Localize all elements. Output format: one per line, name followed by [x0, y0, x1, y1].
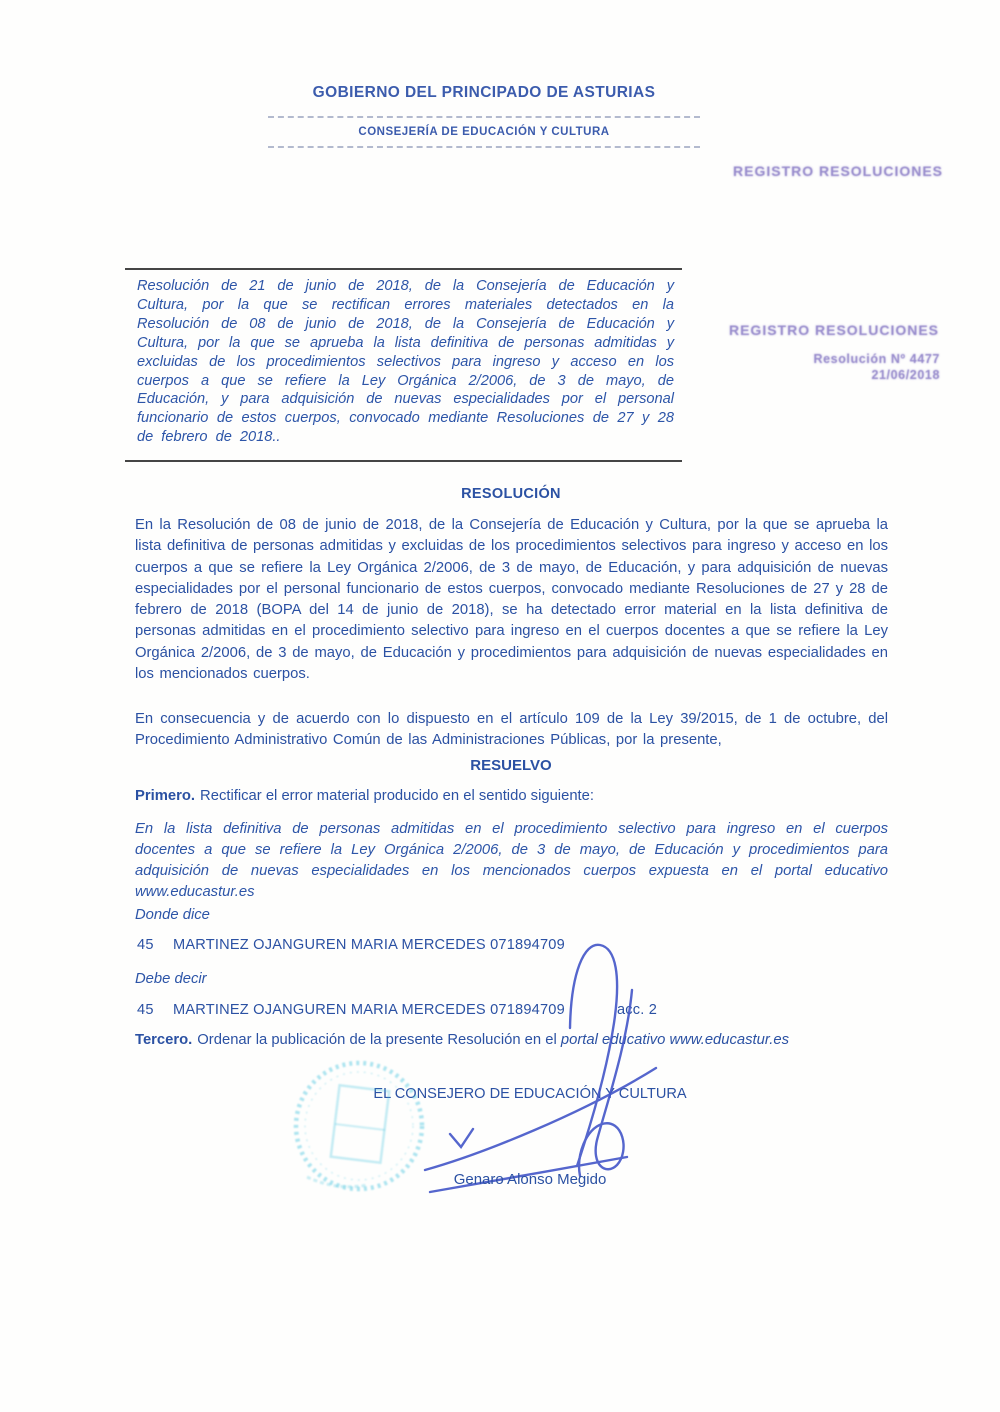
registry-stamp-label: REGISTRO RESOLUCIONES — [728, 322, 940, 338]
lista-paragraph: En la lista definitiva de personas admitidas en el procedimiento selectivo para ingreso en el cuerpos docentes a que se refiere la Ley Orgánica 2/2006, de 3 de mayo, de Educación y procedimientos para adquisición de nuevas especialidades en los mencionados cuerpos expuesta en el portal educativo www.educastur.es — [135, 821, 888, 900]
primero-text: Rectificar el error material producido en el sentido siguiente: — [200, 788, 595, 804]
body-paragraph-1: En la Resolución de 08 de junio de 2018, de la Consejería de Educación y Cultura, por la que se aprueba la lista definitiva de personas admitidas y excluidas de los procedimientos selectivos para ingreso y acceso en los cuerpos a que se refiere la Ley Orgánica 2/2006, de 3 de mayo, de Educación, y para adquisición de nuevas especialidades por el personal funcionario de estos cuerpos, convocado mediante Resoluciones de 27 y 28 de febrero de 2018 (BOPA del 14 de junio de 2018), se ha detectado error material en la lista definitiva de personas admitidas en el procedimiento selectivo para ingreso en el cuerpos docentes a que se refiere la Ley Orgánica 2/2006, de 3 de mayo, de Educación y procedimientos para adquisición de nuevas especialidades en los mencionados cuerpos. — [135, 517, 888, 683]
header-divider-bottom — [268, 146, 700, 148]
primero-clause — [135, 788, 888, 804]
body-paragraph-2: En consecuencia y de acuerdo con lo dispuesto en el artículo 109 de la Ley 39/2015, de 1 de octubre, del Procedimiento Administrativo Común de las Administraciones Públicas, por la presente, — [135, 711, 888, 749]
registry-stamp-middle — [728, 322, 940, 382]
entry-after-number: 45 — [137, 1002, 154, 1018]
signatory-name: Genaro Alonso Megido — [453, 1171, 607, 1188]
signatory-title: EL CONSEJERO DE EDUCACIÓN Y CULTURA — [373, 1086, 687, 1102]
primero-label: Primero. — [135, 788, 196, 804]
tercero-text: Ordenar la publicación de la presente Resolución en el — [197, 1032, 557, 1048]
header-divider-top — [268, 116, 700, 118]
entry-before-number: 45 — [137, 937, 154, 953]
resolution-number: Resolución Nº 4477 — [813, 352, 940, 366]
entry-after-name: MARTINEZ OJANGUREN MARIA MERCEDES 071894709 — [173, 1002, 565, 1018]
registry-stamp-top: REGISTRO RESOLUCIONES — [733, 163, 944, 179]
resuelvo-heading: RESUELVO — [470, 757, 552, 774]
department-title: CONSEJERÍA DE EDUCACIÓN Y CULTURA — [358, 126, 610, 138]
entry-after-annotation: acc. 2 — [616, 1002, 658, 1018]
debe-decir-label: Debe decir — [135, 971, 207, 987]
summary-text: Resolución de 21 de junio de 2018, de la Consejería de Educación y Cultura, por la que se rectifican errores materiales detectados en la Resolución de 08 de junio de 2018, de la Consejería de Educación y Cultura, por la que se aprueba la lista definitiva de personas admitidas y excluidas de los procedimientos selectivos para ingreso y acceso en los cuerpos a que se refiere la Ley Orgánica 2/2006, de 3 de mayo, de Educación, y para adquisición de nuevas especialidades por el personal funcionario de estos cuerpos, convocado mediante Resoluciones de 27 y 28 de febrero de 2018.. — [137, 278, 674, 446]
government-title: GOBIERNO DEL PRINCIPADO DE ASTURIAS — [312, 84, 656, 101]
tercero-italic-text: portal educativo www.educastur.es — [560, 1032, 789, 1048]
resolution-date: 21/06/2018 — [871, 368, 940, 382]
handwritten-signature — [400, 928, 700, 1208]
resolution-heading: RESOLUCIÓN — [461, 486, 561, 502]
entry-before-name: MARTINEZ OJANGUREN MARIA MERCEDES 071894709 — [173, 937, 565, 953]
letterhead — [268, 84, 700, 148]
donde-dice-label: Donde dice — [135, 907, 210, 923]
summary-box — [125, 268, 682, 462]
tercero-label: Tercero. — [135, 1032, 193, 1048]
